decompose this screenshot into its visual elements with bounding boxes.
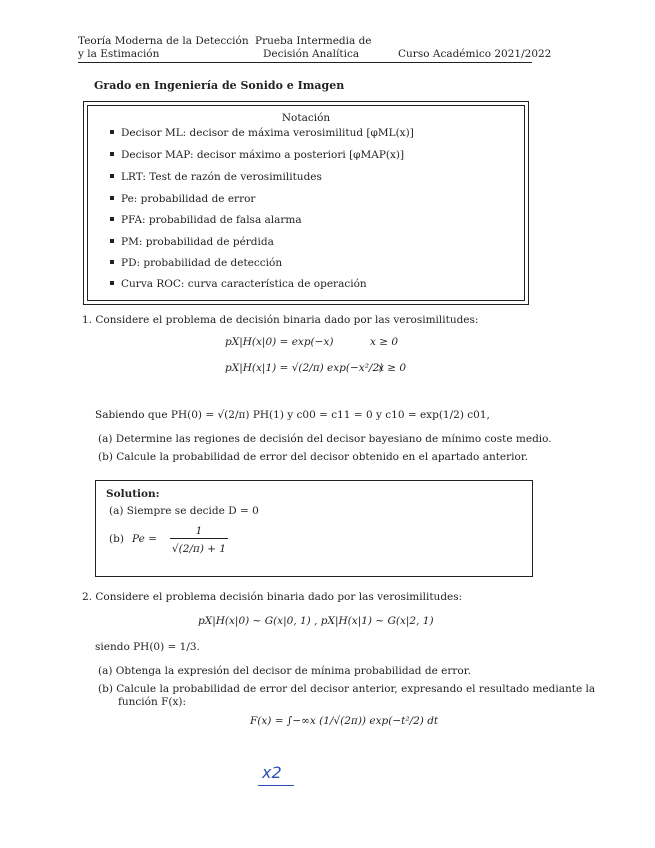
bullet-icon (110, 260, 114, 264)
q1-intro: 1. Considere el problema de decisión binaria dado por las verosimilitudes: (82, 314, 479, 326)
bullet-icon (110, 239, 114, 243)
q2-part-b-line1: (b) Calcule la probabilidad de error del decisor anterior, expresando el resultado mediante la (98, 683, 596, 695)
q2-part-b-line2: función F(x): (118, 696, 187, 708)
header-rule (78, 62, 532, 63)
bullet-icon (110, 196, 114, 200)
q1-given: Sabiendo que PH(0) = √(2/π) PH(1) y c00 = c11 = 0 y c10 = exp(1/2) c01, (95, 409, 490, 421)
handwritten-underline (258, 785, 294, 786)
solution-b-denominator: √(2/π) + 1 (171, 543, 227, 555)
header-center-line2: Decisión Analítica (263, 48, 360, 60)
notation-item: PM: probabilidad de pérdida (110, 236, 274, 248)
bullet-icon (110, 174, 114, 178)
notation-item: Curva ROC: curva característica de operación (110, 278, 367, 290)
q1-part-b: (b) Calcule la probabilidad de error del decisor obtenido en el apartado anterior. (98, 451, 529, 463)
bullet-icon (110, 217, 114, 221)
q1-eq1-cond: x ≥ 0 (370, 336, 399, 348)
header-year: Curso Académico 2021/2022 (398, 48, 552, 60)
solution-title: Solution: (106, 488, 160, 500)
handwritten-note: x2 (262, 763, 282, 782)
notation-box (83, 101, 529, 305)
q2-given: siendo PH(0) = 1/3. (95, 641, 200, 653)
header-exam (255, 35, 372, 61)
header-left-line2: y la Estimación (78, 48, 160, 60)
notation-item: LRT: Test de razón de verosimilitudes (110, 171, 322, 183)
notation-title: Notación (281, 112, 331, 124)
bullet-icon (110, 130, 114, 134)
solution-b-lhs: Pe = (132, 533, 157, 545)
notation-item: Pe: probabilidad de error (110, 193, 255, 205)
q2-likelihoods: pX|H(x|0) ∼ G(x|0, 1) , pX|H(x|1) ∼ G(x|2, 1) (198, 615, 434, 627)
bullet-icon (110, 281, 114, 285)
notation-item: PD: probabilidad de detección (110, 257, 282, 269)
solution-box (95, 480, 533, 577)
notation-item: PFA: probabilidad de falsa alarma (110, 214, 302, 226)
q2-part-a: (a) Obtenga la expresión del decisor de mínima probabilidad de error. (98, 665, 471, 677)
header-course (78, 35, 249, 61)
header-center-line1: Prueba Intermedia de (255, 35, 372, 47)
q2-intro: 2. Considere el problema decisión binaria dado por las verosimilitudes: (82, 591, 463, 603)
solution-a: (a) Siempre se decide D = 0 (109, 505, 259, 517)
notation-item: Decisor ML: decisor de máxima verosimilitud [φML(x)] (110, 127, 414, 139)
fraction-bar (170, 538, 228, 539)
q1-eq1: pX|H(x|0) = exp(−x) (225, 336, 334, 348)
degree-title: Grado en Ingeniería de Sonido e Imagen (94, 79, 345, 92)
header-left-line1: Teoría Moderna de la Detección (78, 35, 249, 47)
q2-F-definition: F(x) = ∫−∞x (1/√(2π)) exp(−t²/2) dt (250, 715, 439, 727)
q1-part-a: (a) Determine las regiones de decisión del decisor bayesiano de mínimo coste medio. (98, 433, 552, 445)
notation-box-inner (87, 105, 525, 301)
q1-eq2: pX|H(x|1) = √(2/π) exp(−x²/2) (225, 362, 384, 374)
bullet-icon (110, 152, 114, 156)
q1-eq2-cond: x ≥ 0 (378, 362, 407, 374)
solution-b-numerator: 1 (195, 525, 203, 537)
solution-b-label: (b) (109, 533, 124, 545)
notation-item: Decisor MAP: decisor máximo a posteriori [φMAP(x)] (110, 149, 404, 161)
